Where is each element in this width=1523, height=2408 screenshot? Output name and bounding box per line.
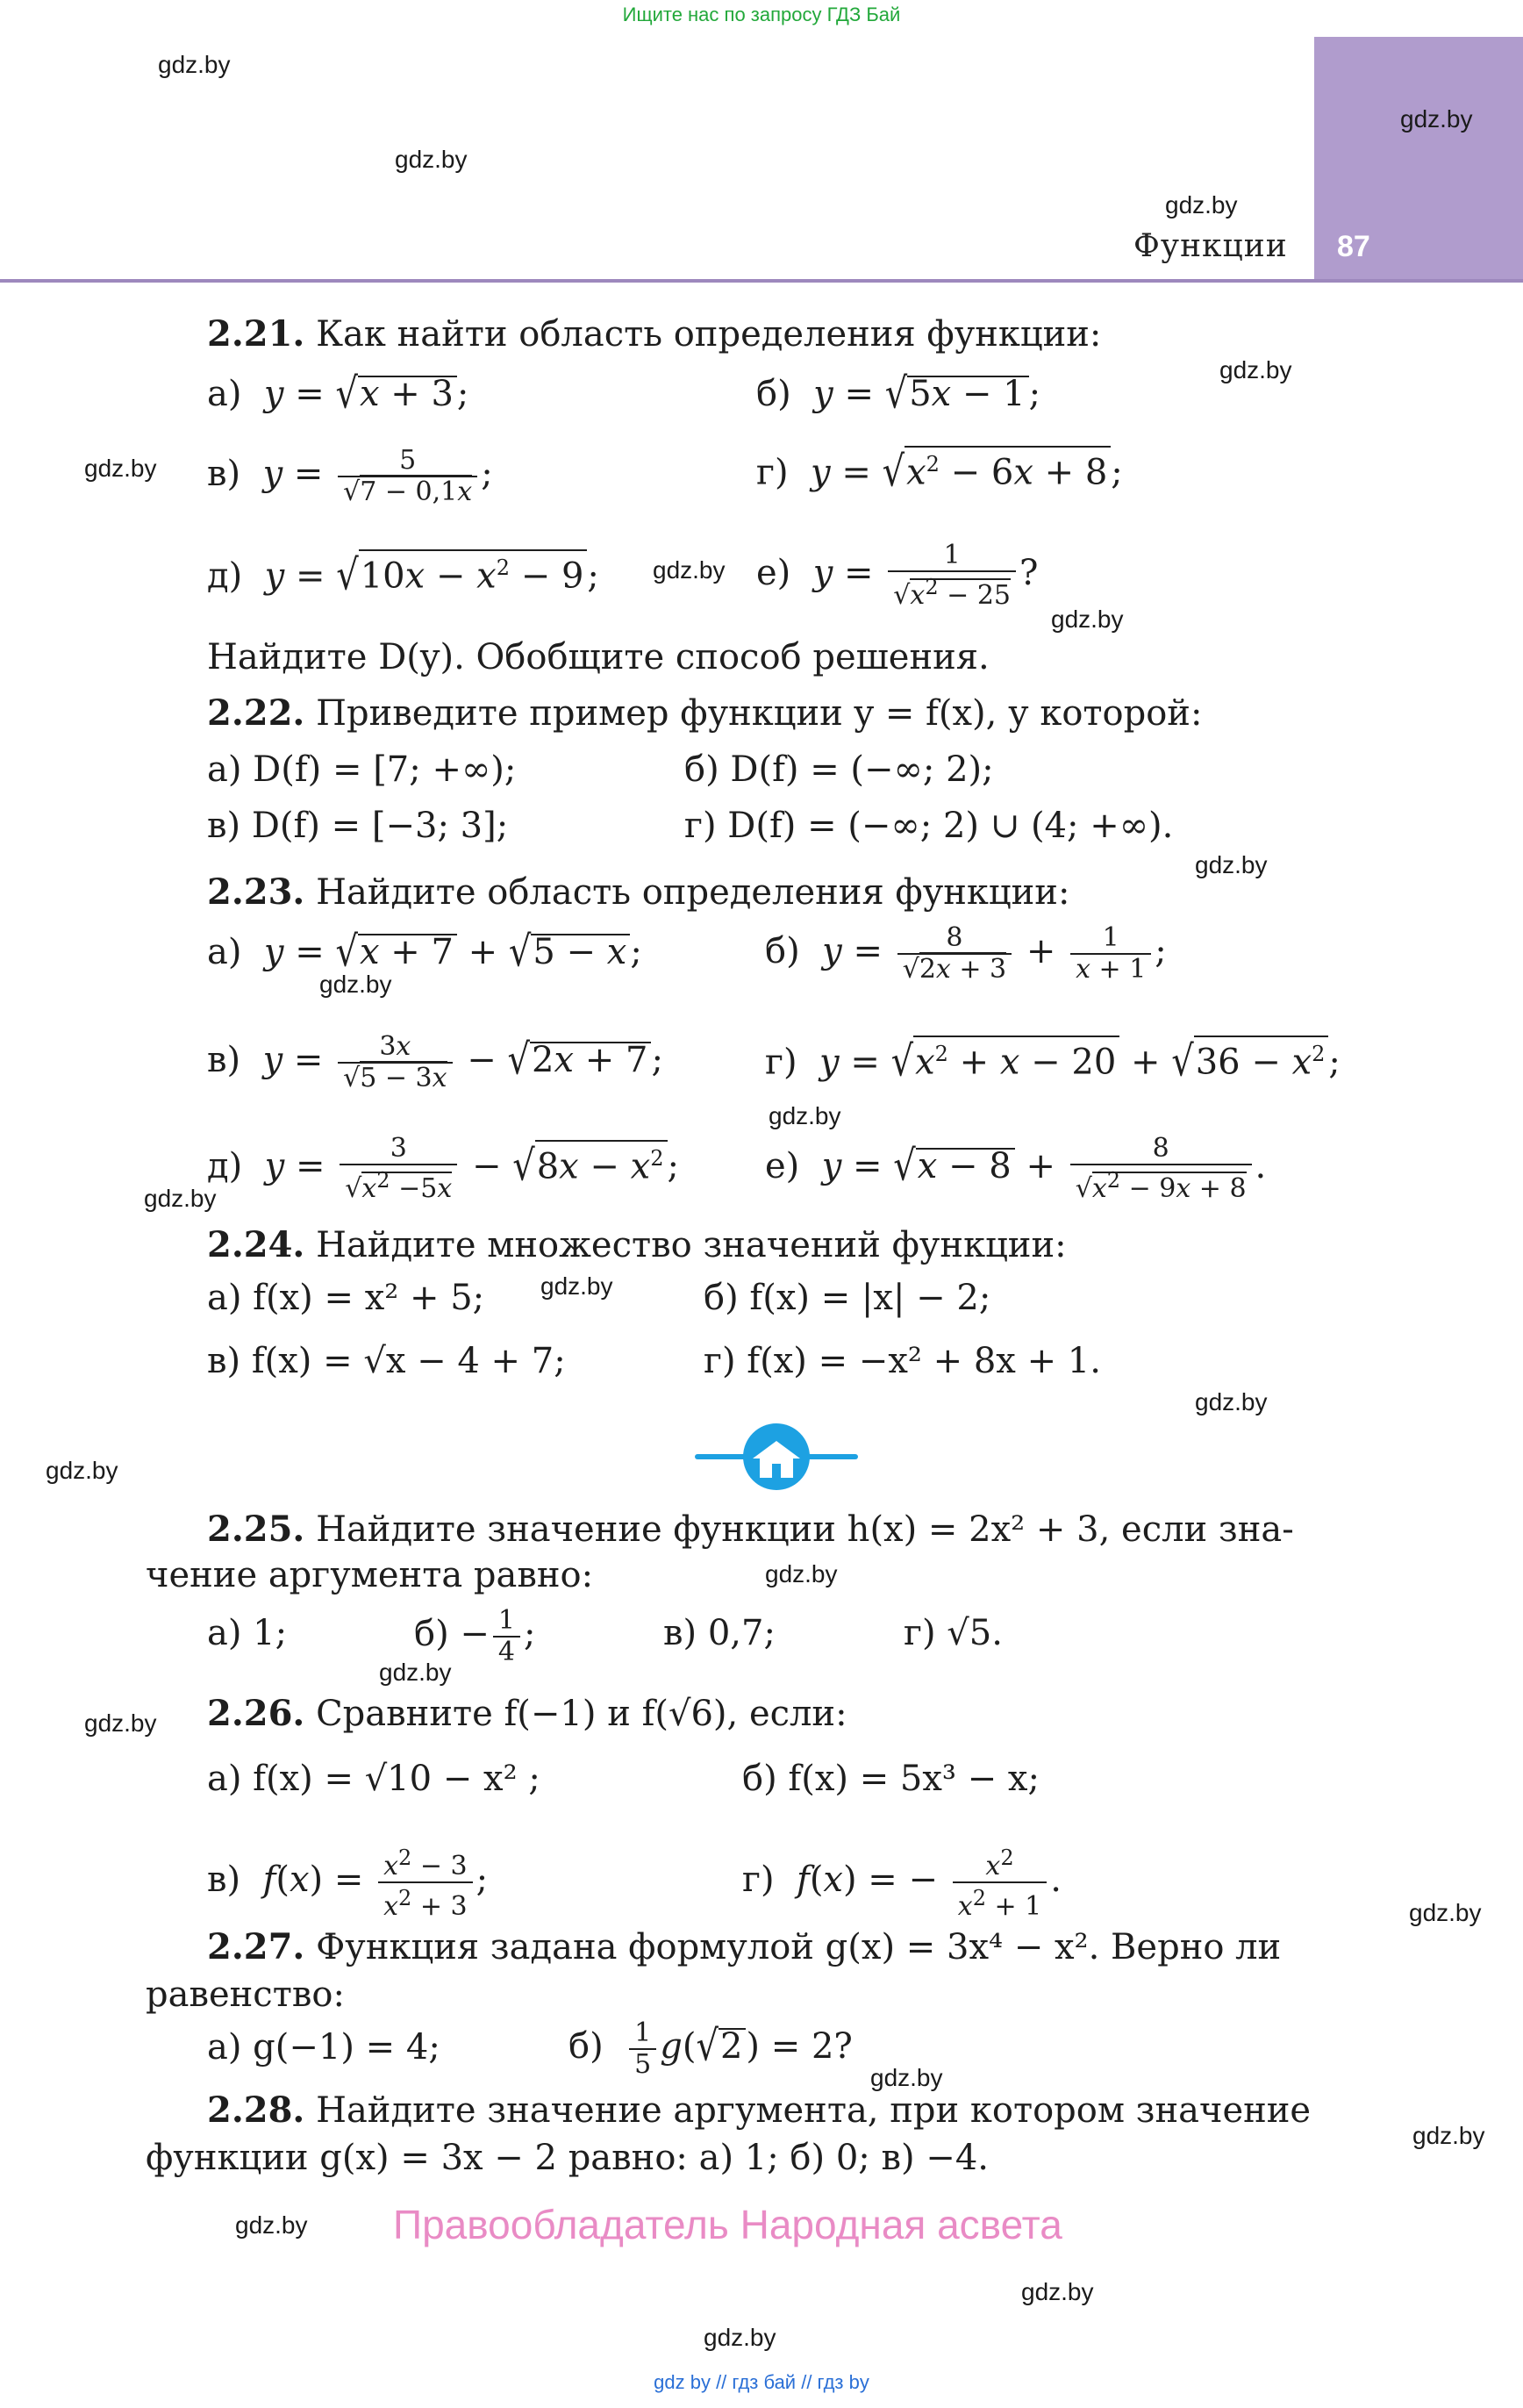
problem-2-22-v: в) D(f) = [−3; 3]; xyxy=(207,806,509,846)
problem-2-22-a: а) D(f) = [7; +∞); xyxy=(207,749,517,790)
house-icon xyxy=(695,1422,858,1492)
problem-2-26-g: г) f(x) = − $\frac{x^2}{x^2 + 1}$ . xyxy=(742,1843,1062,1922)
problem-2-25-b: б) − $\frac{1}{4}$ ; xyxy=(414,1605,536,1667)
problem-2-25-g: г) √5. xyxy=(904,1613,1003,1653)
problem-2-21-footer: Найдите D(y). Обобщите способ решения. xyxy=(207,637,990,677)
problem-2-22-g: г) D(f) = (−∞; 2) ∪ (4; +∞). xyxy=(684,806,1174,846)
watermark: gdz.by xyxy=(1195,851,1268,878)
problem-2-24-g: г) f(x) = −x² + 8x + 1. xyxy=(704,1341,1101,1381)
watermark: gdz.by xyxy=(704,2324,776,2351)
watermark: gdz.by xyxy=(1412,2122,1485,2149)
problem-2-21-e: е) y = $\frac{1}{√x^2 - 25}$ ? xyxy=(756,540,1039,611)
watermark: gdz.by xyxy=(235,2211,308,2239)
problem-2-28-continued: функции g(x) = 3x − 2 равно: а) 1; б) 0; в) −4. xyxy=(146,2138,989,2178)
problem-2-21-b: б) y = √5x − 1 ; xyxy=(756,369,1041,419)
problem-2-27-heading: 2.27. Функция задана формулой g(x) = 3x⁴ − x². Верно ли xyxy=(207,1926,1282,1967)
problem-2-21-v: в) y = $\frac{5}{√7 - 0,1x}$ ; xyxy=(207,445,493,507)
problem-2-21-d: д) $y = √10x - x^2 - 9$ ; xyxy=(207,549,599,596)
problem-2-25-continued: чение аргумента равно: xyxy=(146,1555,594,1595)
watermark: gdz.by xyxy=(379,1659,452,1686)
problem-2-23-d: д) y = $\frac{3}{√x^2 -5x}$ − $√8x - x^2$ ; xyxy=(207,1133,679,1204)
problem-2-25-heading: 2.25. Найдите значение функции h(x) = 2x² + 3, если зна- xyxy=(207,1509,1294,1550)
problem-2-25-a: а) 1; xyxy=(207,1613,288,1653)
watermark: gdz.by xyxy=(1400,105,1473,133)
watermark: gdz.by xyxy=(1165,191,1238,219)
problem-2-23-b: б) y = $\frac{8}{√2x + 3}$ + $\frac{1}{x + 1}$ ; xyxy=(765,922,1167,985)
problem-2-24-v: в) f(x) = √x − 4 + 7; xyxy=(207,1341,566,1381)
problem-2-21-a: а) y = √x + 3 ; xyxy=(207,369,469,419)
problem-2-26-b: б) f(x) = 5x³ − x; xyxy=(742,1759,1040,1799)
problem-2-21-heading: 2.21. Как найти область определения функции: xyxy=(207,313,1102,355)
problem-2-26-v: в) f(x) = $\frac{x^2 - 3}{x^2 + 3}$ ; xyxy=(207,1843,488,1922)
problem-2-22-heading: 2.22. Приведите пример функции y = f(x), у которой: xyxy=(207,692,1203,734)
problem-2-27-a: а) g(−1) = 4; xyxy=(207,2027,440,2068)
watermark: gdz.by xyxy=(158,51,231,78)
watermark: gdz.by xyxy=(540,1272,613,1300)
watermark: gdz.by xyxy=(395,146,468,173)
watermark: gdz.by xyxy=(1219,356,1292,383)
problem-2-27-continued: равенство: xyxy=(146,1974,345,2015)
problem-2-24-heading: 2.24. Найдите множество значений функции: xyxy=(207,1224,1067,1265)
watermark: gdz.by xyxy=(319,971,392,998)
problem-2-23-heading: 2.23. Найдите область определения функции: xyxy=(207,871,1070,913)
problem-2-23-e: е) y = √x − 8 + $\frac{8}{√x^2 - 9x + 8}$ . xyxy=(765,1133,1267,1204)
top-banner: Ищите нас по запросу ГДЗ Бай xyxy=(622,4,901,25)
problem-2-26-heading: 2.26. Сравните f(−1) и f(√6), если: xyxy=(207,1693,847,1734)
watermark: gdz.by xyxy=(144,1185,217,1212)
problem-2-23-g: г) $y = √x^2 + x - 20 + √36 - x^2$ ; xyxy=(765,1036,1341,1082)
watermark: gdz.by xyxy=(769,1102,841,1129)
problem-2-21-g: г) $y = √x^2 - 6x + 8$ ; xyxy=(756,446,1123,492)
problem-2-22-b: б) D(f) = (−∞; 2); xyxy=(684,749,994,790)
watermark: gdz.by xyxy=(1051,606,1124,633)
problem-2-24-a: а) f(x) = x² + 5; xyxy=(207,1278,485,1318)
watermark: gdz.by xyxy=(84,455,157,482)
problem-2-28-heading: 2.28. Найдите значение аргумента, при котором значение xyxy=(207,2089,1312,2131)
section-title: Функции xyxy=(1133,228,1288,264)
copyright-notice: Правообладатель Народная асвета xyxy=(393,2202,1062,2247)
homework-divider xyxy=(695,1422,858,1492)
problem-2-23-v: в) y = $\frac{3x}{√5 - 3x}$ − √2x + 7 ; xyxy=(207,1031,663,1093)
watermark: gdz.by xyxy=(870,2064,943,2091)
watermark: gdz.by xyxy=(46,1457,118,1484)
watermark: gdz.by xyxy=(1409,1899,1482,1926)
watermark: gdz.by xyxy=(84,1709,157,1737)
watermark: gdz.by xyxy=(1021,2278,1094,2305)
watermark: gdz.by xyxy=(1195,1388,1268,1415)
problem-2-24-b: б) f(x) = |x| − 2; xyxy=(704,1278,991,1318)
watermark: gdz.by xyxy=(765,1560,838,1587)
header-divider xyxy=(0,279,1523,283)
watermark: gdz.by xyxy=(653,556,726,584)
bottom-banner: gdz by // гдз бай // гдз by xyxy=(654,2371,869,2393)
page-number: 87 xyxy=(1337,230,1370,263)
problem-2-27-b: б) $\frac{1}{5}$ g(√2 ) = 2? xyxy=(568,2017,853,2080)
problem-2-25-v: в) 0,7; xyxy=(663,1613,776,1653)
problem-2-26-a: а) f(x) = √10 − x² ; xyxy=(207,1759,540,1799)
problem-2-23-a: а) y = √x + 7 + √5 − x ; xyxy=(207,928,642,977)
